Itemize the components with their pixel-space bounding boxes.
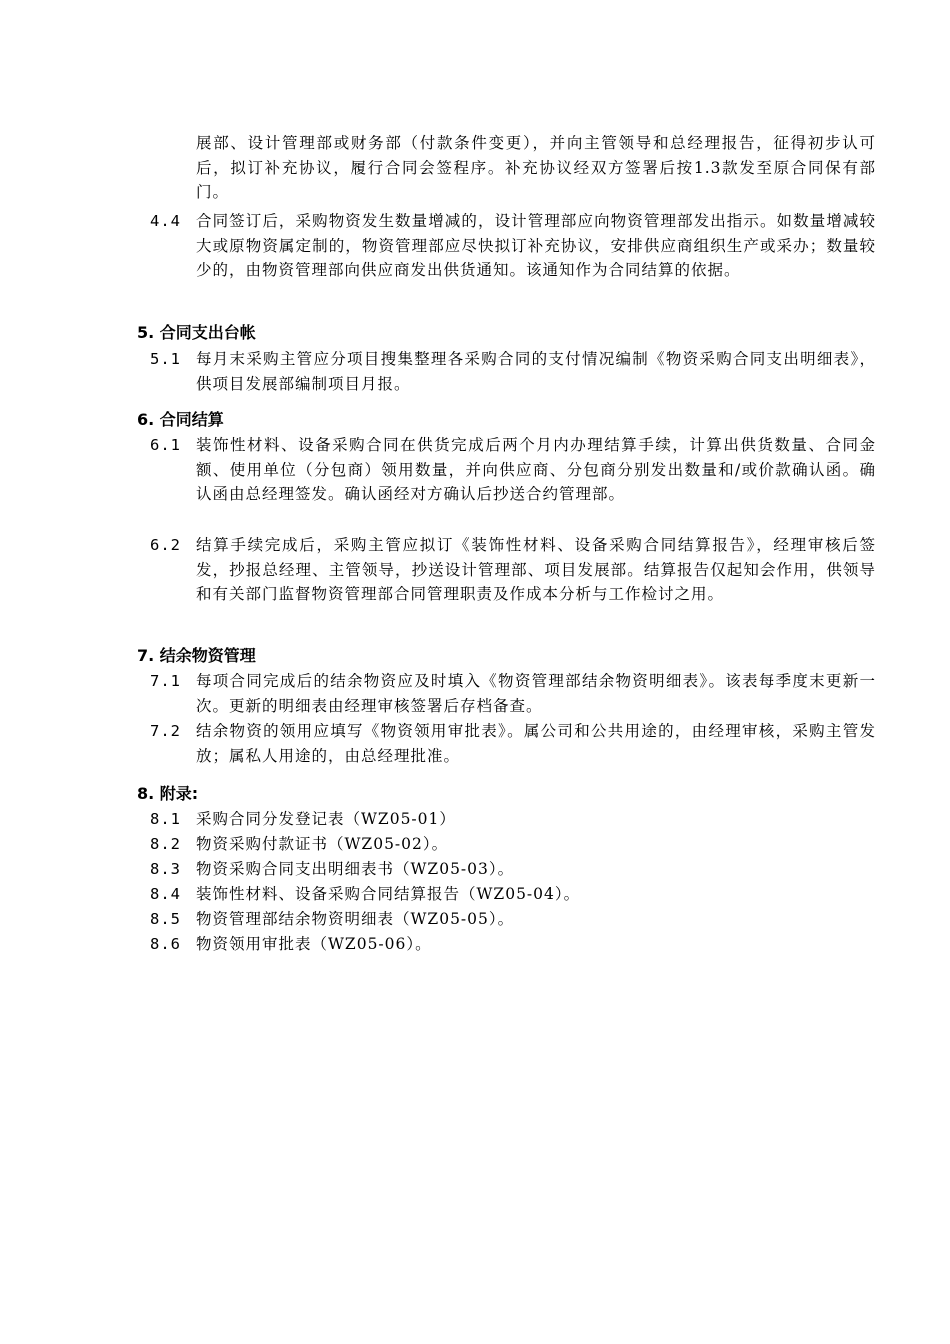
clause-number: 6.1 (150, 436, 181, 454)
appendix-text: 物资管理部结余物资明细表（WZ05-05）。 (196, 910, 515, 928)
section-heading-5: 5. 合同支出台帐 (137, 323, 256, 342)
clause-number: 8.6 (150, 935, 181, 953)
clause-number: 7.1 (150, 672, 181, 690)
clause-text: 合同签订后，采购物资发生数量增减的，设计管理部应向物资管理部发出指示。如数量增减较大或原物资属定制的，物资管理部应尽快拟订补充协议，安排供应商组织生产或采办；数量较少的，由物资管理部向供应商发出供货通知。该通知作为合同结算的依据。 (196, 212, 876, 279)
appendix-text: 采购合同分发登记表（WZ05-01） (196, 810, 456, 828)
clause-text: 结余物资的领用应填写《物资领用审批表》。属公司和公共用途的，由经理审核，采购主管发放；属私人用途的，由总经理批准。 (196, 722, 876, 765)
clause-number: 8.3 (150, 860, 181, 878)
appendix-text: 物资领用审批表（WZ05-06）。 (196, 935, 432, 953)
clause-number: 8.4 (150, 885, 181, 903)
clause-text: 每月末采购主管应分项目搜集整理各采购合同的支付情况编制《物资采购合同支出明细表》，供项目发展部编制项目月报。 (196, 350, 876, 393)
clause-number: 8.1 (150, 810, 181, 828)
clause-number: 8.5 (150, 910, 181, 928)
appendix-text: 装饰性材料、设备采购合同结算报告（WZ05-04）。 (196, 885, 581, 903)
continued-paragraph: 展部、设计管理部或财务部（付款条件变更），并向主管领导和总经理报告，征得初步认可后，拟订补充协议，履行合同会签程序。补充协议经双方签署后按1.3款发至原合同保有部门。 (196, 134, 876, 201)
section-heading-6: 6. 合同结算 (137, 410, 224, 429)
clause-text: 结算手续完成后，采购主管应拟订《装饰性材料、设备采购合同结算报告》，经理审核后签发，抄报总经理、主管领导，抄送设计管理部、项目发展部。结算报告仅起知会作用，供领导和有关部门监督物资管理部合同管理职责及作成本分析与工作检讨之用。 (196, 536, 876, 603)
section-heading-8: 8. 附录: (137, 784, 199, 803)
clause-text: 每项合同完成后的结余物资应及时填入《物资管理部结余物资明细表》。该表每季度末更新一次。更新的明细表由经理审核签署后存档备查。 (196, 672, 876, 715)
clause-number: 7.2 (150, 722, 181, 740)
clause-number: 4.4 (150, 212, 181, 230)
clause-number: 6.2 (150, 536, 181, 554)
clause-number: 5.1 (150, 350, 181, 368)
clause-text: 装饰性材料、设备采购合同在供货完成后两个月内办理结算手续，计算出供货数量、合同金额、使用单位（分包商）领用数量，并向供应商、分包商分别发出数量和/或价款确认函。确认函由总经理签发。确认函经对方确认后抄送合约管理部。 (196, 436, 876, 503)
clause-number: 8.2 (150, 835, 181, 853)
appendix-text: 物资采购合同支出明细表书（WZ05-03）。 (196, 860, 515, 878)
appendix-text: 物资采购付款证书（WZ05-02）。 (196, 835, 449, 853)
section-heading-7: 7. 结余物资管理 (137, 646, 256, 665)
